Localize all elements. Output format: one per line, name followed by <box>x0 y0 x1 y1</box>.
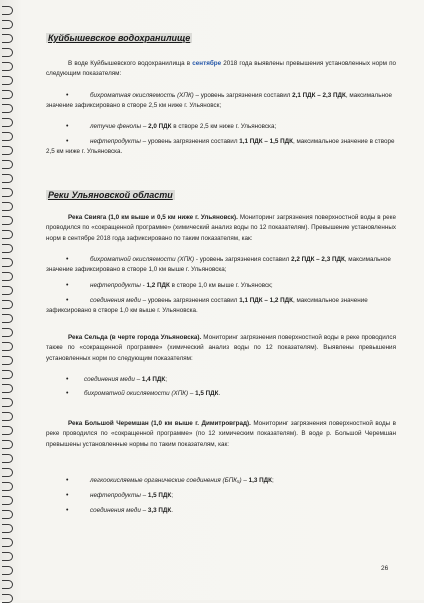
bullet: • <box>66 507 69 514</box>
intro-text-b: 2018 года выявлены превышения установленных норм по следующим показателям: <box>46 60 396 78</box>
binding-ring <box>2 440 13 449</box>
binding-ring <box>2 482 13 491</box>
binding-ring <box>2 146 13 155</box>
binding-ring <box>2 272 13 281</box>
selda-item-1: соединения меди – 1,4 ПДК; <box>84 376 167 383</box>
binding-ring <box>2 34 13 43</box>
sviyaga-item-3: соединения меди – уровень загрязнения составил 1,1 ПДК – 1,2 ПДК, максимальное значение зафиксировано в створе 1,0 км выше г. Ульяновска. <box>46 297 368 315</box>
binding-ring <box>2 552 13 561</box>
binding-ring <box>2 398 13 407</box>
binding-ring <box>2 76 13 85</box>
binding-ring <box>2 6 13 15</box>
binding-ring <box>2 496 13 505</box>
binding-ring <box>2 370 13 379</box>
binding-ring <box>2 356 13 365</box>
cheremshan-item-2: нефтепродукты – 1,5 ПДК; <box>90 492 173 499</box>
binding-ring <box>2 258 13 267</box>
binding-ring <box>2 454 13 463</box>
binding-ring <box>2 580 13 589</box>
reservoir-item-2: летучие фенолы – 2,0 ПДК в створе 2,5 км ниже г. Ульяновска; <box>90 123 277 130</box>
page-number: 26 <box>381 565 389 572</box>
selda-paragraph: Река Сельда (в черте города Ульяновска). Мониторинг загрязнения поверхностной воды в реке проводился также по «сокращенной программе» (химический анализ воды по 12 показателям). Выявлены превышения установленных норм по следующим показателям: <box>46 334 396 362</box>
selda-item-2: бихроматной окисляемости (ХПК) – 1,5 ПДК. <box>84 390 221 397</box>
binding-ring <box>2 104 13 113</box>
intro-text-a: В воде Куйбышевского водохранилища в <box>68 60 193 67</box>
bullet: • <box>66 256 69 263</box>
cheremshan-item-3: соединения меди – 3,3 ПДК. <box>90 507 173 514</box>
binding-ring <box>2 566 13 575</box>
binding-ring <box>2 328 13 337</box>
bullet: • <box>66 492 69 499</box>
binding-ring <box>2 300 13 309</box>
reservoir-item-3: нефтепродукты – уровень загрязнения составил 1,1 ПДК – 1,5 ПДК, максимальное значение в створе 2,5 км ниже г. Ульяновска. <box>46 138 395 156</box>
bullet: • <box>66 282 69 289</box>
binding-ring <box>2 90 13 99</box>
binding-ring <box>2 202 13 211</box>
sviyaga-paragraph: Река Свияга (1,0 км выше и 0,5 км ниже г. Ульяновск). Мониторинг загрязнения поверхностной воды в реке проводился по «сокращенной программе» (химический анализ воды по 12 показателям). Превышение установленных норм в сентябре 2018 года зафиксировано по таким показателям, как: <box>46 214 396 242</box>
binding-ring <box>2 20 13 29</box>
binding-ring <box>2 384 13 393</box>
binding-ring <box>2 426 13 435</box>
cheremshan-paragraph: Река Большой Черемшан (1,0 км выше г. Димитровград). Мониторинг загрязнения поверхностной воды в реке проводился по «сокращенной программе» (по 12 химическим показателям). В воде р. Большой Черемшан превышены установленные нормы по таким показателям, как: <box>46 420 396 448</box>
binding-ring <box>2 132 13 141</box>
reservoir-intro <box>46 59 396 80</box>
sviyaga-item-2: нефтепродукты - 1,2 ПДК в створе 1,0 км выше г. Ульяновск; <box>90 282 273 289</box>
binding-ring <box>2 412 13 421</box>
binding-ring <box>2 216 13 225</box>
binding-ring <box>2 538 13 547</box>
bullet: • <box>66 390 69 397</box>
binding-ring <box>2 286 13 295</box>
bullet: • <box>66 138 69 145</box>
binding-ring <box>2 160 13 169</box>
bullet: • <box>66 297 69 304</box>
binding-ring <box>2 118 13 127</box>
bullet: • <box>66 123 69 130</box>
binding-ring <box>2 468 13 477</box>
bullet: • <box>66 376 69 383</box>
sviyaga-item-1: бихроматной окисляемости (ХПК) - уровень загрязнения составил 2,2 ПДК – 2,3 ПДК, максимальное значение зафиксировано в створе 1,0 км выше г. Ульяновска; <box>46 256 391 274</box>
cheremshan-item-1: легкоокисляемые органические соединения (БПК₅) – 1,3 ПДК; <box>90 477 274 484</box>
bullet: • <box>66 477 69 484</box>
reservoir-item-1: бихроматная окисляемость (ХПК) – уровень загрязнения составил 2,1 ПДК – 2,3 ПДК, максимальное значение зафиксировано в створе 2,5 км ниже г. Ульяновск; <box>46 92 392 110</box>
binding-ring <box>2 188 13 197</box>
section-title-rivers: Реки Ульяновской области <box>48 190 173 200</box>
spiral-binding <box>0 0 22 600</box>
binding-ring <box>2 244 13 253</box>
binding-ring <box>2 314 13 323</box>
section-title-reservoir: Куйбышевское водохранилище <box>48 33 191 43</box>
binding-ring <box>2 230 13 239</box>
binding-ring <box>2 342 13 351</box>
binding-ring <box>2 174 13 183</box>
intro-month: сентябре <box>192 60 222 67</box>
binding-ring <box>2 62 13 71</box>
bullet: • <box>66 92 69 99</box>
binding-ring <box>2 510 13 519</box>
binding-ring <box>2 594 13 603</box>
binding-ring <box>2 524 13 533</box>
binding-ring <box>2 48 13 57</box>
